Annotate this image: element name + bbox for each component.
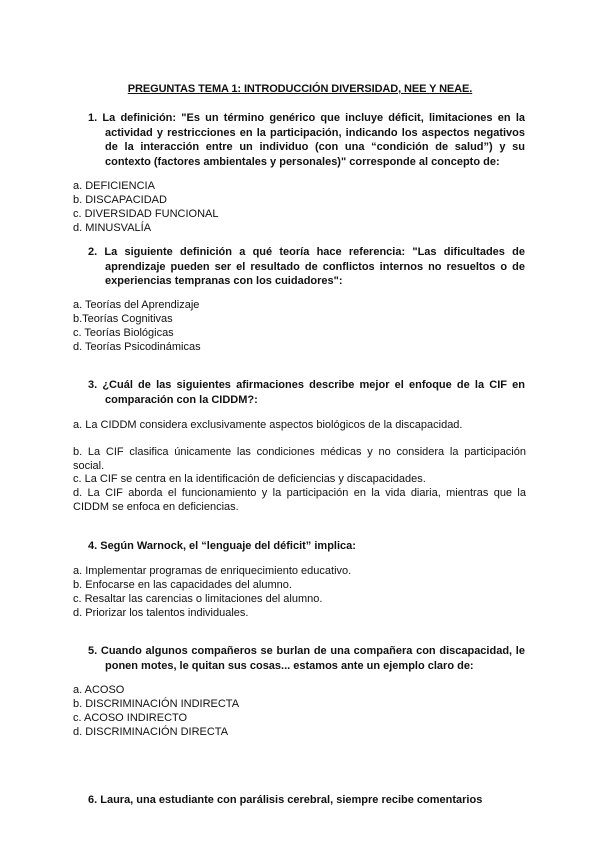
question-5-option-c: c. ACOSO INDIRECTO bbox=[73, 712, 188, 724]
question-4-option-a: a. Implementar programas de enriquecimiento educativo. bbox=[73, 565, 352, 577]
question-3-text: 3. ¿Cuál de las siguientes afirmaciones describe mejor el enfoque de la CIF en comparación con la CIDDM?: bbox=[88, 379, 525, 406]
question-5-option-a: a. ACOSO bbox=[73, 684, 125, 696]
question-3-option-c: c. La CIF se centra en la identificación de deficiencias y discapacidades. bbox=[73, 473, 426, 485]
question-2-option-c: c. Teorías Biológicas bbox=[73, 327, 174, 339]
question-2-text: 2. La siguiente definición a qué teoría hace referencia: "Las dificultades de aprendizaje pueden ser el resultado de conflictos internos no resueltos o de experiencias tempranas con los cuidadores": bbox=[88, 246, 525, 287]
question-1-text: 1. La definición: "Es un término genérico que incluye déficit, limitaciones en la actividad y restricciones en la participación, indicando los aspectos negativos de la interacción entre un individuo (con una “condición de salud”) y su contexto (factores ambientales y personales)" corresponde al concepto de: bbox=[88, 112, 525, 168]
question-4 bbox=[88, 539, 525, 554]
question-5-option-d: d. DISCRIMINACIÓN DIRECTA bbox=[73, 726, 229, 738]
question-5-text: 5. Cuando algunos compañeros se burlan de una compañera con discapacidad, le ponen motes, le quitan sus cosas... estamos ante un ejemplo claro de: bbox=[88, 645, 525, 672]
question-4-option-b: b. Enfocarse en las capacidades del alumno. bbox=[73, 579, 292, 591]
question-1-option-a: a. DEFICIENCIA bbox=[73, 180, 155, 192]
question-3 bbox=[88, 378, 525, 407]
question-4-text: 4. Según Warnock, el “lenguaje del déficit” implica: bbox=[88, 540, 356, 552]
question-2 bbox=[88, 245, 525, 289]
question-5 bbox=[88, 644, 525, 673]
question-5-option-b: b. DISCRIMINACIÓN INDIRECTA bbox=[73, 698, 240, 710]
question-3-option-b: b. La CIF clasifica únicamente las condiciones médicas y no considera la participación social. bbox=[73, 446, 526, 472]
question-1 bbox=[88, 111, 525, 169]
question-1-option-d: d. MINUSVALÍA bbox=[73, 222, 152, 234]
question-2-option-a: a. Teorías del Aprendizaje bbox=[73, 299, 200, 311]
question-1-option-b: b. DISCAPACIDAD bbox=[73, 194, 167, 206]
question-3-option-a: a. La CIDDM considera exclusivamente aspectos biológicos de la discapacidad. bbox=[73, 419, 463, 431]
question-2-option-d: d. Teorías Psicodinámicas bbox=[73, 341, 201, 353]
question-1-option-c: c. DIVERSIDAD FUNCIONAL bbox=[73, 208, 219, 220]
question-3-option-d: d. La CIF aborda el funcionamiento y la participación en la vida diaria, mientras que la CIDDM se enfoca en deficiencias. bbox=[73, 487, 526, 513]
document-title: PREGUNTAS TEMA 1: INTRODUCCIÓN DIVERSIDAD, NEE Y NEAE. bbox=[127, 83, 473, 95]
question-6-text: 6. Laura, una estudiante con parálisis cerebral, siempre recibe comentarios bbox=[88, 794, 483, 806]
question-2-option-b: b.Teorías Cognitivas bbox=[73, 313, 173, 325]
question-4-option-c: c. Resaltar las carencias o limitaciones del alumno. bbox=[73, 593, 323, 605]
question-4-option-d: d. Priorizar los talentos individuales. bbox=[73, 607, 249, 619]
question-6 bbox=[88, 793, 525, 808]
